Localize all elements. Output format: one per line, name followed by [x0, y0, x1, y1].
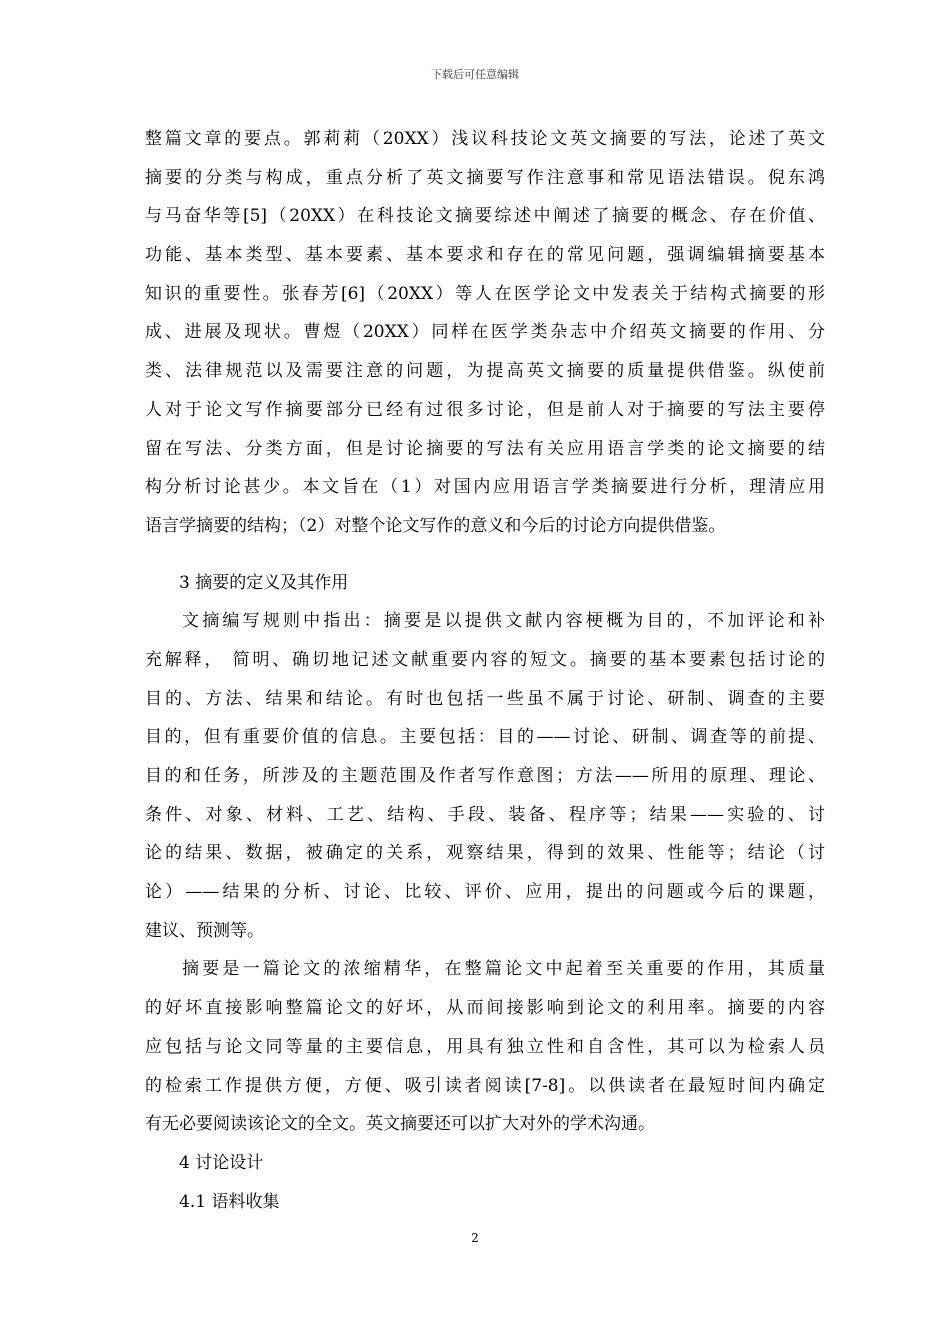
text-line: 类、法律规范以及需要注意的问题，为提高英文摘要的质量提供借鉴。纵使前	[145, 361, 825, 382]
text-line: 人对于论文写作摘要部分已经有过很多讨论，但是前人对于摘要的写法主要停	[145, 399, 825, 420]
section-heading-4: 4 讨论设计	[179, 1152, 264, 1173]
text-line: 与马奋华等[5]（20XX）在科技论文摘要综述中阐述了摘要的概念、存在价值、	[145, 206, 825, 227]
text-line: 摘要的分类与构成，重点分析了英文摘要写作注意事和常见语法错误。倪东鸿	[145, 167, 825, 188]
text-line: 文摘编写规则中指出：摘要是以提供文献内容梗概为目的，不加评论和补	[182, 611, 825, 632]
paragraph-3	[145, 950, 825, 1143]
text-line: 有无必要阅读该论文的全文。英文摘要还可以扩大对外的学术沟通。	[145, 1114, 655, 1135]
subsection-heading-4-1: 4.1 语料收集	[179, 1191, 280, 1212]
body-text	[145, 120, 825, 1221]
paragraph-1	[145, 120, 825, 546]
text-line: 的检索工作提供方便，方便、吸引读者阅读[7-8]。以供读者在最短时间内确定	[145, 1075, 825, 1096]
text-line: 语言学摘要的结构；（2）对整个论文写作的意义和今后的讨论方向提供借鉴。	[145, 515, 726, 536]
section-heading-3: 3 摘要的定义及其作用	[179, 572, 349, 593]
text-line: 论的结果、数据，被确定的关系，观察结果，得到的效果、性能等；结论（讨	[145, 843, 825, 864]
text-line: 条件、对象、材料、工艺、结构、手段、装备、程序等；结果——实验的、讨	[145, 804, 825, 825]
text-line: 摘要是一篇论文的浓缩精华，在整篇论文中起着至关重要的作用，其质量	[182, 959, 825, 980]
text-line: 论）——结果的分析、讨论、比较、评价、应用，提出的问题或今后的课题，	[145, 882, 825, 903]
text-line: 的好坏直接影响整篇论文的好坏，从而间接影响到论文的利用率。摘要的内容	[145, 998, 825, 1019]
text-line: 目的，但有重要价值的信息。主要包括：目的——讨论、研制、调查等的前提、	[145, 727, 825, 748]
text-line: 充解释， 简明、确切地记述文献重要内容的短文。摘要的基本要素包括讨论的	[145, 649, 825, 670]
text-line: 留在写法、分类方面，但是讨论摘要的写法有关应用语言学类的论文摘要的结	[145, 438, 825, 459]
text-line: 应包括与论文同等量的主要信息，用具有独立性和自含性，其可以为检索人员	[145, 1036, 825, 1057]
page-number: 2	[471, 1231, 479, 1245]
text-line: 目的和任务，所涉及的主题范围及作者写作意图；方法——所用的原理、理论、	[145, 766, 825, 786]
text-line: 成、进展及现状。曹煜（20XX）同样在医学类杂志中介绍英文摘要的作用、分	[145, 322, 825, 343]
paragraph-2	[145, 602, 825, 950]
page-header: 下载后可任意编辑	[431, 68, 519, 81]
text-line: 整篇文章的要点。郭莉莉（20XX）浅议科技论文英文摘要的写法，论述了英文	[145, 129, 825, 149]
text-line: 建议、预测等。	[145, 920, 264, 941]
text-line: 目的、方法、结果和结论。有时也包括一些虽不属于讨论、研制、调查的主要	[145, 688, 825, 709]
text-line: 功能、基本类型、基本要素、基本要求和存在的常见问题，强调编辑摘要基本	[145, 245, 825, 266]
text-line: 知识的重要性。张春芳[6]（20XX）等人在医学论文中发表关于结构式摘要的形	[145, 283, 825, 304]
text-line: 构分析讨论甚少。本文旨在（1）对国内应用语言学类摘要进行分析，理清应用	[145, 477, 825, 498]
